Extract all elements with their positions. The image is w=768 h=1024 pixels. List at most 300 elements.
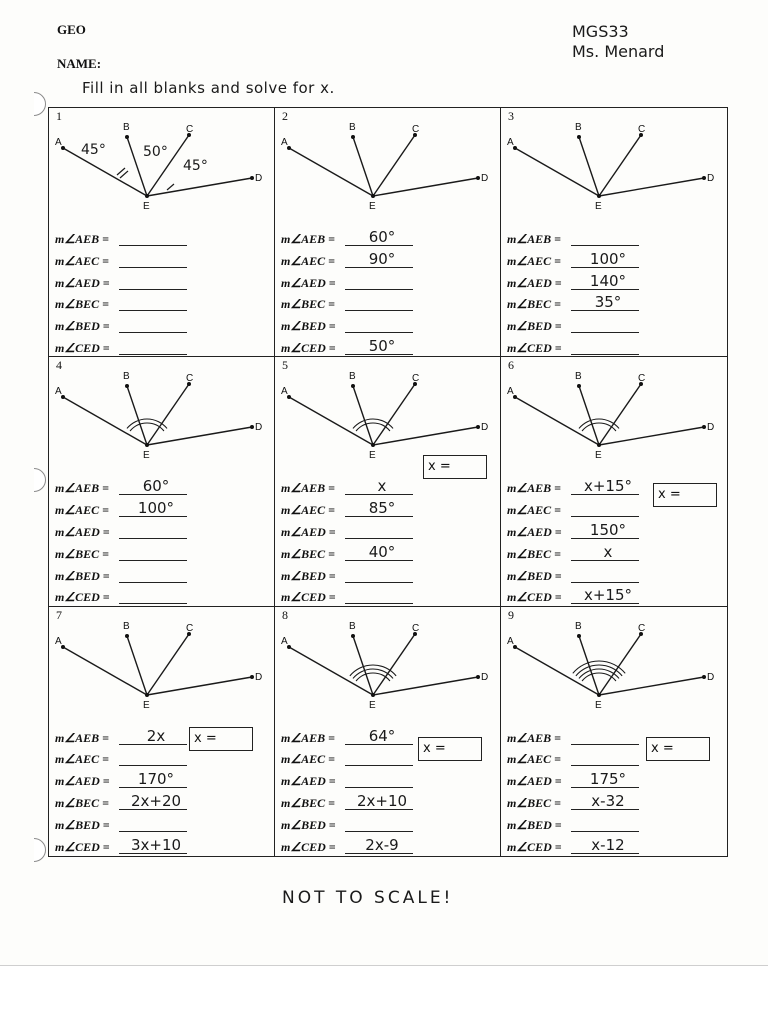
angle-figure [49,108,275,220]
angle-label: m∠BED = [55,568,110,583]
point-label: A [55,137,62,148]
answer-value: x-32 [591,792,625,811]
point-label: C [412,373,420,385]
punch-hole [22,92,46,116]
angle-label: m∠AEB = [507,730,561,745]
angle-list [507,228,717,357]
problem-number: 5 [282,358,288,373]
point-label: E [369,699,376,711]
answer-blank[interactable] [345,831,413,832]
point-label: B [349,122,356,133]
angle-label: m∠AEB = [55,730,109,745]
point-b [351,135,355,139]
angle-label: m∠CED = [281,839,336,854]
angle-label: m∠AEB = [507,481,561,496]
point-label: A [281,635,288,647]
angle-figure [275,108,501,220]
ray-ea [515,397,599,445]
point-label: C [638,373,646,385]
answer-value: 140° [589,271,627,290]
angle-label: m∠AEC = [507,752,561,767]
angle-label: m∠BEC = [281,297,335,312]
angle-row [55,770,265,792]
angle-annotation: 45° [183,158,208,174]
angle-row [281,477,491,499]
angle-arc [356,673,390,681]
point-label: D [481,671,489,683]
answer-blank[interactable] [119,245,187,246]
angle-label: m∠BEC = [281,546,335,561]
point-d [702,425,706,429]
angle-row [507,836,717,856]
answer-blank[interactable] [345,603,413,604]
problem-cell [275,357,501,606]
answer-blank[interactable] [119,560,187,561]
angle-label: m∠AED = [281,524,336,539]
angle-label: m∠AED = [507,774,562,789]
angle-row [55,272,265,294]
point-d [702,675,706,679]
point-label: E [143,201,150,212]
problem-number: 7 [56,607,62,622]
angle-row [507,586,717,606]
point-label: E [143,699,150,711]
answer-blank[interactable] [345,538,413,539]
problem-cell [501,357,727,606]
angle-row [281,521,491,543]
angle-arc [582,673,616,681]
problem-number: 2 [282,109,288,123]
answer-value: 100° [137,499,175,518]
point-label: D [255,173,263,184]
ray-ec [373,634,415,695]
answer-value: 60° [368,228,396,246]
teacher-name: Ms. Menard [572,42,665,61]
point-d [476,425,480,429]
answer-value: 40° [368,542,396,561]
point-label: E [143,450,150,462]
angle-label: m∠BED = [55,817,110,832]
angle-label: m∠BEC = [55,297,109,312]
angle-figure [275,357,501,469]
angle-row [281,272,491,294]
angle-label: m∠CED = [55,839,110,854]
angle-row [507,315,717,337]
point-b [125,135,129,139]
angle-row [281,836,491,856]
point-e [145,693,149,697]
angle-label: m∠BED = [507,319,562,334]
x-answer-box[interactable]: x = [653,483,717,507]
angle-row [281,499,491,521]
answer-value: 60° [142,477,170,496]
angle-label: m∠BED = [281,568,336,583]
point-d [476,176,480,180]
point-d [250,176,254,180]
problem-cell [49,108,275,357]
angle-label: m∠AEC = [281,752,335,767]
point-label: C [412,622,420,634]
angle-label: m∠CED = [55,590,110,605]
angle-row [55,228,265,250]
point-b [125,634,129,638]
problem-cell [275,607,501,856]
ray-ec [147,634,189,695]
angle-label: m∠AEC = [55,752,109,767]
angle-figure [275,607,501,719]
point-label: B [575,122,582,133]
angle-label: m∠BED = [281,319,336,334]
angle-figure [49,607,275,719]
answer-value: 85° [368,499,396,518]
point-b [577,634,581,638]
ray-ec [147,384,189,445]
answer-value: x [603,542,613,561]
answer-blank[interactable] [119,332,187,333]
angle-row [281,250,491,272]
angle-row [507,521,717,543]
angle-row [55,565,265,587]
answer-value: x [377,477,387,496]
angle-list [55,477,265,606]
angle-row [55,836,265,856]
angle-row [507,792,717,814]
ray-eb [579,137,599,196]
answer-value: 2x-9 [365,835,399,854]
angle-arc [130,423,164,431]
answer-blank[interactable] [119,289,187,290]
problem-cell [49,357,275,606]
point-label: B [123,122,130,133]
answer-blank[interactable] [119,267,187,268]
answer-value: 2x+20 [130,792,182,811]
point-label: D [707,173,715,184]
angle-row [507,272,717,294]
angle-label: m∠BEC = [507,796,561,811]
angle-row [281,337,491,357]
point-label: B [575,620,582,632]
point-label: E [595,201,602,212]
point-b [351,384,355,388]
angle-label: m∠AEC = [281,503,335,518]
angle-row [281,315,491,337]
point-label: A [55,635,62,647]
answer-blank[interactable] [345,310,413,311]
point-label: C [412,124,420,135]
problem-cell [501,607,727,856]
point-label: E [595,450,602,462]
angle-row [55,748,265,770]
answer-blank[interactable] [571,744,639,745]
ray-ed [147,677,252,695]
point-label: C [186,373,194,385]
angle-row [55,293,265,315]
angle-label: m∠CED = [507,340,562,355]
answer-blank[interactable] [571,354,639,355]
point-e [597,693,601,697]
angle-row [507,770,717,792]
angle-figure [49,357,275,469]
ray-ec [373,384,415,445]
angle-row [55,586,265,606]
ray-ea [515,148,599,196]
point-label: A [507,635,514,647]
angle-row [55,337,265,357]
ray-eb [353,386,373,445]
angle-row [281,586,491,606]
angle-label: m∠AED = [507,275,562,290]
answer-value: 64° [368,726,396,745]
point-e [597,194,601,198]
page-edge [0,965,768,966]
angle-row [55,521,265,543]
point-d [250,425,254,429]
angle-row [55,814,265,836]
answer-blank[interactable] [345,765,413,766]
answer-blank[interactable] [571,582,639,583]
angle-label: m∠AEB = [281,232,335,246]
point-label: B [123,620,130,632]
point-label: B [575,371,582,383]
answer-value: 3x+10 [130,835,182,854]
answer-value: 175° [589,770,627,789]
ray-ed [599,178,704,196]
answer-value: 2x [146,726,166,745]
angle-row [507,250,717,272]
ray-ed [147,178,252,196]
angle-row [281,814,491,836]
angle-label: m∠CED = [281,590,336,605]
angle-label: m∠AEB = [281,481,335,496]
angle-row [281,770,491,792]
point-label: E [369,201,376,212]
point-label: A [281,386,288,398]
answer-value: x+15° [583,477,633,496]
point-e [145,194,149,198]
ray-ec [599,135,641,196]
answer-blank[interactable] [571,332,639,333]
answer-blank[interactable] [119,538,187,539]
point-label: E [369,450,376,462]
answer-blank[interactable] [571,831,639,832]
angle-row [507,565,717,587]
angle-label: m∠CED = [507,590,562,605]
angle-list [281,477,491,606]
problem-number: 4 [56,358,62,373]
problem-grid [48,107,728,857]
point-d [250,675,254,679]
punch-hole [22,468,46,492]
angle-row [507,814,717,836]
ray-ec [599,634,641,695]
answer-value: 2x+10 [356,792,408,811]
answer-blank[interactable] [571,245,639,246]
point-b [577,135,581,139]
point-label: C [186,622,194,634]
angle-annotation: 45° [81,142,106,158]
angle-label: m∠AEC = [281,253,335,268]
ray-ea [289,148,373,196]
ray-ea [63,397,147,445]
angle-label: m∠CED = [281,340,336,355]
angle-label: m∠AED = [507,524,562,539]
angle-label: m∠AEB = [55,232,109,246]
angle-row [55,477,265,499]
angle-list [281,228,491,357]
angle-row [55,792,265,814]
point-label: C [638,124,646,135]
angle-label: m∠BED = [507,817,562,832]
angle-label: m∠BEC = [507,546,561,561]
answer-value: 35° [594,293,622,312]
answer-blank[interactable] [119,603,187,604]
angle-label: m∠AEC = [55,503,109,518]
point-label: A [55,386,62,398]
angle-row [507,543,717,565]
angle-figure [501,607,727,719]
angle-list [55,228,265,357]
answer-value: x-12 [591,835,625,854]
tick-mark [167,184,174,190]
point-label: E [595,699,602,711]
answer-blank[interactable] [119,831,187,832]
answer-value: x+15° [583,586,633,605]
angle-label: m∠AED = [281,774,336,789]
x-answer-box[interactable]: x = [423,455,487,479]
angle-row [55,315,265,337]
point-label: C [186,124,194,135]
ray-eb [127,636,147,695]
problem-number: 9 [508,607,514,622]
point-label: C [638,622,646,634]
instructions: Fill in all blanks and solve for x. [82,79,335,97]
point-label: B [123,371,130,383]
point-label: B [349,620,356,632]
angle-row [507,337,717,357]
angle-label: m∠AEC = [507,503,561,518]
point-e [371,443,375,447]
answer-blank[interactable] [345,289,413,290]
angle-label: m∠CED = [55,340,110,355]
course-label: GEO [57,22,86,37]
answer-blank[interactable] [345,332,413,333]
angle-label: m∠BED = [507,568,562,583]
angle-label: m∠BED = [55,319,110,334]
point-label: A [281,137,288,148]
name-label: NAME: [57,56,102,71]
angle-label: m∠BEC = [281,796,335,811]
point-label: A [507,137,514,148]
angle-label: m∠AEB = [55,481,109,496]
header-right [572,22,664,62]
point-label: A [507,386,514,398]
angle-row [55,543,265,565]
angle-annotation: 50° [143,144,168,160]
course-code: MGS33 [572,22,629,41]
x-answer-box[interactable]: x = [189,727,253,751]
answer-value: 170° [137,770,175,789]
point-e [371,693,375,697]
punch-hole [22,838,46,862]
answer-value: 90° [368,249,396,268]
ray-ed [373,178,478,196]
angle-label: m∠AEC = [55,253,109,268]
problem-cell [275,108,501,357]
ray-eb [353,137,373,196]
ray-eb [127,386,147,445]
angle-row [281,543,491,565]
point-label: D [707,422,715,434]
x-answer-box[interactable]: x = [646,737,710,761]
angle-label: m∠BED = [281,817,336,832]
angle-label: m∠BEC = [507,297,561,312]
answer-value: 100° [589,249,627,268]
angle-row [281,293,491,315]
ray-ea [289,397,373,445]
point-b [351,634,355,638]
angle-row [281,792,491,814]
angle-figure [501,357,727,469]
answer-blank[interactable] [119,765,187,766]
problem-number: 1 [56,109,62,123]
answer-blank[interactable] [119,582,187,583]
problem-number: 6 [508,358,514,373]
footer-note: NOT TO SCALE! [282,888,454,908]
angle-row [55,499,265,521]
point-label: D [255,422,263,434]
problem-cell [501,108,727,357]
angle-arc [356,423,390,431]
problem-number: 8 [282,607,288,622]
angle-row [55,250,265,272]
angle-label: m∠AED = [55,275,110,290]
angle-label: m∠AED = [55,774,110,789]
ray-ea [515,647,599,695]
angle-label: m∠AED = [281,275,336,290]
angle-figure [501,108,727,220]
ray-ec [373,135,415,196]
answer-value: 50° [368,336,396,355]
angle-label: m∠AEC = [507,253,561,268]
angle-row [507,228,717,250]
point-d [702,176,706,180]
angle-label: m∠BEC = [55,796,109,811]
answer-blank[interactable] [345,787,413,788]
answer-blank[interactable] [119,310,187,311]
x-answer-box[interactable]: x = [418,737,482,761]
angle-row [281,228,491,250]
angle-label: m∠AEB = [507,232,561,246]
angle-label: m∠AEB = [281,730,335,745]
ray-ea [63,647,147,695]
answer-blank[interactable] [571,765,639,766]
point-label: B [349,371,356,383]
answer-blank[interactable] [345,582,413,583]
point-label: D [707,671,715,683]
angle-label: m∠CED = [507,839,562,854]
answer-blank[interactable] [119,354,187,355]
point-e [145,443,149,447]
answer-blank[interactable] [571,516,639,517]
angle-row [507,293,717,315]
point-label: D [481,422,489,434]
point-e [597,443,601,447]
point-b [577,384,581,388]
ray-eb [579,386,599,445]
ray-ec [599,384,641,445]
angle-row [281,565,491,587]
answer-value: 150° [589,520,627,539]
